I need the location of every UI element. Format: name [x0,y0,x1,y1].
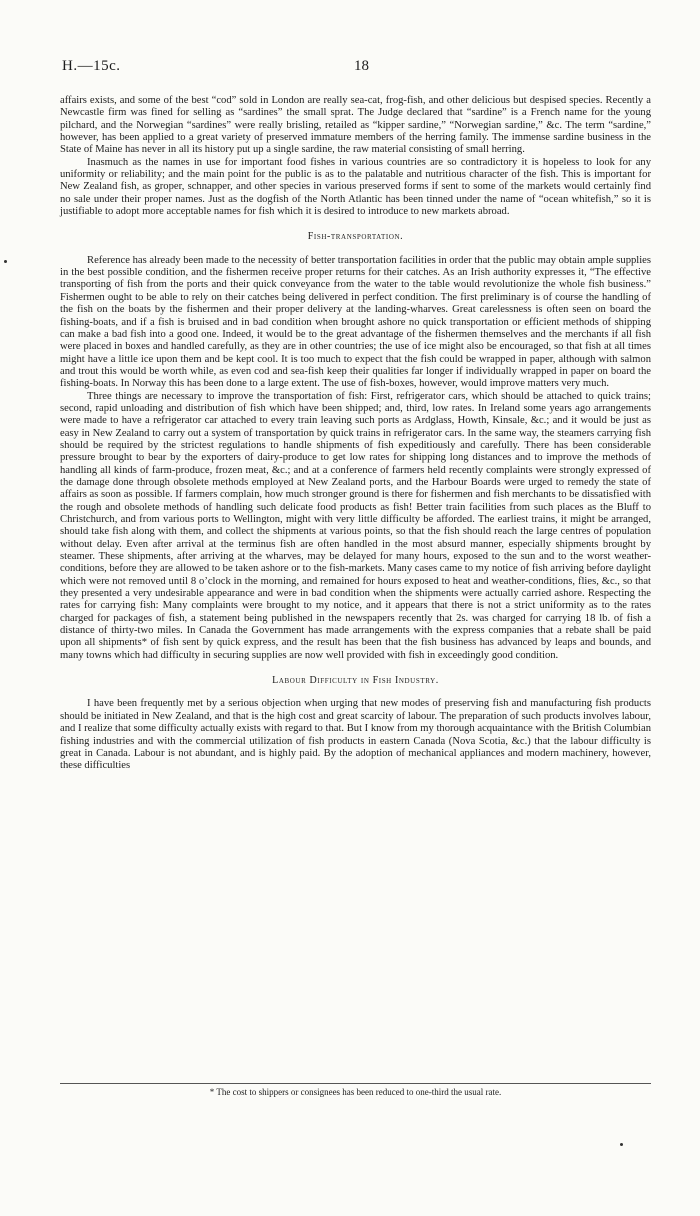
page-number: 18 [354,58,369,74]
section-heading: Labour Difficulty in Fish Industry. [272,675,439,687]
paragraph: Three things are necessary to improve the transportation of fish: First, refrigerator cars, which should be attached to quick trains; second, rapid unloading and distribution of fish which have been shipped; and, third, low rates. In Ireland some years ago arrangements were made to have a refrigerator car attached to every train leaving such ports as Ardglass, Howth, Kinsale, &c.; and it would be just as easy in New Zealand to carry out a system of transportation by quick trains in refrigerator cars. In the same way, the steamers carrying fish should be required by the strictest regulations to handle shipments of fish expeditiously and carefully. There has been considerable pressure brought to bear by the exporters of dairy-produce to get low rates for shipping long distances and to improve the methods of handling all kinds of farm-produce, frozen meat, &c.; and at a conference of farmers held recently complaints were strongly expressed of the damage done through obsolete methods employed at New Zealand ports, and the Harbour Boards were urged to remedy the state of affairs as soon as possible. If farmers complain, how much stronger ground is there for fishermen and fish merchants to be dissatisfied with the rough and obsolete methods of handling such delicate food products as fish! Better train facilities from such places as the Bluff to Christchurch, and from various ports to Wellington, might with very little difficulty be afforded. The earliest trains, it might be arranged, should take fish along with them, and collect the shipments at various points, so that the fish should reach the large centres of population without delay. Even after arrival at the terminus fish are often handled in the most absurd manner, especially shipments brought by steamer. These shipments, after arriving at the wharves, may be delayed for many hours, exposed to the sun and to the worst weather-conditions, before they are allowed to be taken ashore or to the fish-markets. Many cases came to my notice of fish arriving before daylight which were not removed until 8 o’clock in the morning, and remained for hours exposed to heat and weather-conditions, flies, &c., so that they presented a very undesirable appearance and were in bad condition when the shipments were actually carried ashore. Respecting the rates for carrying fish: Many complaints were brought to my notice, and it appears that there is not a strict uniformity as to the rates charged for packages of fish, a statement being published in the newspapers recently that 2s. was charged for carrying 18 lb. of fish a distance of thirty-two miles. In Canada the Government has made arrangements with the express companies that a rebate shall be paid upon all shipments* of fish sent by quick express, and the result has been that the fish business has advanced by leaps and bounds, and many towns which had difficulty in securing supplies are now well provided with fish in exceedingly good condition. [60,390,651,661]
paragraph: I have been frequently met by a serious objection when urging that new modes of preserving fish and manufacturing fish products should be initiated in New Zealand, and that is the high cost and great scarcity of labour. The preparation of such products involves labour, and I realize that some difficulty actually exists with regard to that. But I know from my thorough acquaintance with the British Columbian fishing industries and with the commercial utilization of fish products in eastern Canada (Nova Scotia, &c.) that the labour difficulty is great in Canada. Labour is not abundant, and is highly paid. By the adoption of mechanical appliances and modern machinery, however, these difficulties [60,698,651,772]
scan-mark [620,1143,623,1146]
section-heading: Fish-transportation. [307,231,404,243]
page-header [62,58,638,76]
document-reference: H.—15c. [62,58,121,74]
paragraph: Reference has already been made to the necessity of better transportation facilities in order that the public may obtain ample supplies in the best possible condition, and the fishermen receive proper returns for their catches. As an Irish authority expresses it, “The effective transporting of fish from the ports and their quick conveyance from the water to the table would revolutionize the whole fish business.” Fishermen ought to be able to rely on their catches being delivered in perfect condition. The first preliminary is of course the handling of the fish on the boats by the fishermen and their proper delivery at the landing-wharves. Great carelessness is often seen on board the fishing-boats, and if a fish is bruised and in bad condition when brought ashore no quick transportation or efficient methods of shipping can make a bad fish into a good one. Indeed, it would be to the great advantage of the fishermen themselves and the merchants if all fish were placed in boxes and handled carefully, as they are in other countries; the use of ice might also be encouraged, so that fish at all times might have a little ice upon them and be kept cool. It is too much to expect that the fish could be wrapped in paper, although with salmon and trout this would be worth while, as even cod and sea-fish keep their qualities far longer if individually wrapped in paper on board the fishing-boats. In Norway this has been done to a large extent. The use of fish-boxes, however, would improve matters very much. [60,254,651,390]
paragraph: Inasmuch as the names in use for important food fishes in various countries are so contradictory it is hopeless to look for any uniformity or reliability; and the main point for the public is as to the palatable and nutritious character of the fish. This is important for New Zealand fish, as groper, schnapper, and other species in various preserved forms if sent to some of the markets would certainly find no sale under their proper names. Just as the dogfish of the North Atlantic has been tinned under the name of “ocean whitefish,” so it is justifiable to adopt more acceptable names for fish which it is desired to introduce to new markets abroad. [60,156,651,218]
footnote: * The cost to shippers or consignees has been reduced to one-third the usual rate. [60,1083,651,1098]
body-text [60,95,651,773]
paragraph: affairs exists, and some of the best “cod” sold in London are really sea-cat, frog-fish, and other delicious but despised species. Recently a Newcastle firm was fined for selling as “sardines” the small sprat. The Judge declared that “sardine” is a French name for the young pilchard, and the Norwegian “sardines” were really brisling, retailed as “kipper sardine,” “Norwegian sardine,” &c. The term “sardine,” however, has been applied to a great variety of preserved immature members of the herring family. The immense sardine business in the State of Maine has never in all its history put up a single sardine, the raw material consisting of small herring. [60,95,651,156]
scan-mark [4,260,7,263]
